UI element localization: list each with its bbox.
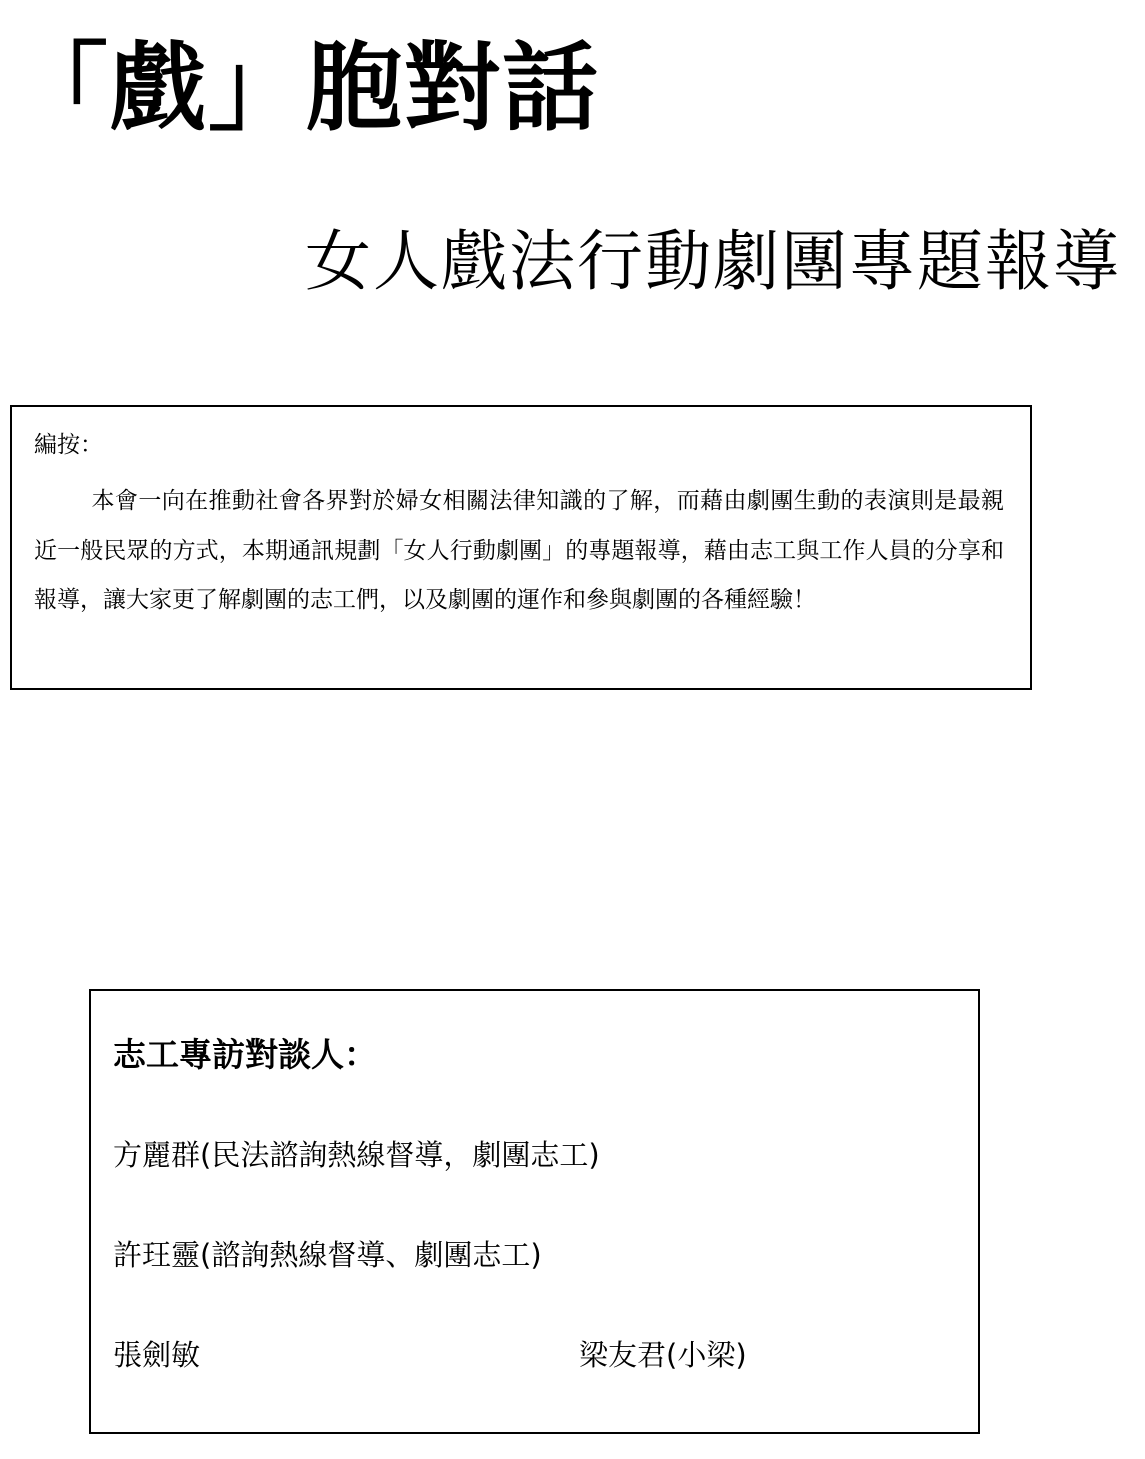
page-title: 「戲」胞對話: [12, 32, 600, 144]
interviewee-item: 張劍敏: [113, 1338, 201, 1372]
page-subtitle: 女人戲法行動劇團專題報導: [305, 223, 1121, 300]
editor-note-box: [10, 405, 1032, 690]
editor-note-label: 編按：: [34, 432, 103, 458]
interviewee-item: 梁友君(小梁): [579, 1338, 747, 1372]
interviewees-box: [89, 989, 980, 1434]
interviewee-item: 許玨靈(諮詢熱線督導、劇團志工): [113, 1238, 542, 1272]
editor-note-body: 本會一向在推動社會各界對於婦女相關法律知識的了解，而藉由劇團生動的表演則是最親近一般民眾的方式，本期通訊規劃「女人行動劇團」的專題報導，藉由志工與工作人員的分享和報導，讓大家更了解劇團的志工們，以及劇團的運作和參與劇團的各種經驗！: [34, 488, 1004, 614]
interviewees-heading: 志工專訪對談人：: [113, 1035, 377, 1074]
interviewee-item: 方麗群(民法諮詢熱線督導，劇團志工): [113, 1138, 600, 1172]
